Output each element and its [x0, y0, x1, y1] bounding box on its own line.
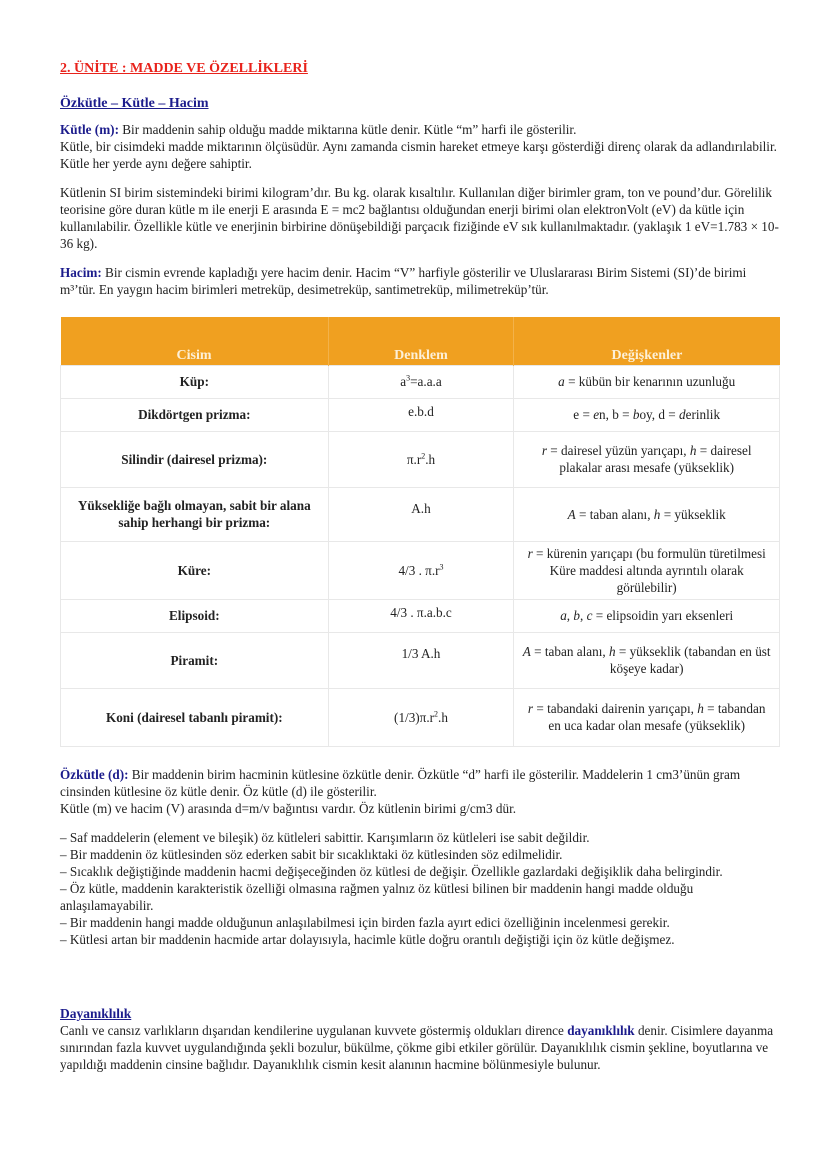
equation-exponent: 2	[421, 451, 426, 461]
mass-term: Kütle (m):	[60, 122, 119, 137]
shape-cell: Koni (dairesel tabanlı piramit):	[61, 688, 329, 746]
shape-cell: Piramit:	[61, 632, 329, 688]
equation-exponent: 2	[434, 709, 439, 719]
shape-cell: Yüksekliğe bağlı olmayan, sabit bir alana sahip herhangi bir prizma:	[61, 487, 329, 541]
bullet-item: – Bir maddenin hangi madde olduğunun anlaşılabilmesi için birden fazla ayırt edici özelliğinin incelenmesi gerekir.	[60, 915, 670, 930]
table-row	[61, 688, 780, 746]
density-term: Özkütle (d):	[60, 767, 129, 782]
shape-cell: Küp:	[61, 365, 329, 398]
equation-cell: 1/3 A.h	[328, 632, 514, 688]
header-shape: Cisim	[61, 317, 329, 365]
volume-term: Hacim:	[60, 265, 102, 280]
variables-cell: r = kürenin yarıçapı (bu formulün türetilmesi Küre maddesi altında ayrıntılı olarak görülebilir)	[514, 541, 780, 599]
durability-paragraph	[60, 1022, 780, 1073]
shape-cell: Küre:	[61, 541, 329, 599]
shape-cell: Elipsoid:	[61, 599, 329, 632]
equation-cell: A.h	[328, 487, 514, 541]
bullet-item: – Bir maddenin öz kütlesinden söz ederken sabit bir sıcaklıktaki öz kütlesinden söz edilmelidir.	[60, 847, 563, 862]
equation-cell: 4/3 . π.a.b.c	[328, 599, 514, 632]
durability-text-before: Canlı ve cansız varlıkların dışarıdan kendilerine uygulanan kuvvete göstermiş oldukları dirence	[60, 1023, 568, 1038]
si-units-paragraph: Kütlenin SI birim sistemindeki birimi kilogram’dır. Bu kg. olarak kısaltılır. Kullanılan diğer birimler gram, ton ve pound’dur. Görelilik teorisine göre duran kütle m ile enerji E arasında E = mc2 bağlantısı olduğundan enerji birimi olan elektronVolt (eV) da kütle için kullanılabilir. Özellikle kütle ve enerjinin birbirine dönüşebildiği parçacık fiziğinde eV sık kullanılmaktadır. (yaklaşık 1 eV=1.783 × 10-36 kg).	[60, 185, 779, 251]
table-row	[61, 599, 780, 632]
equation-base: π.r	[406, 451, 422, 467]
table-row	[61, 541, 780, 599]
equation-rest: =a.a.a	[410, 374, 442, 389]
density-text-2: Kütle (m) ve hacim (V) arasında d=m/v bağıntısı vardır. Öz kütlenin birimi g/cm3 dür.	[60, 801, 517, 816]
mass-text-2: Kütle, bir cisimdeki madde miktarının ölçüsüdür. Aynı zamanda cismin hareket etmeye karşı gösterdiği direnç olarak da adlandırılabilir. Kütle her yerde aynı değere sahiptir.	[60, 139, 777, 171]
durability-term: dayanıklılık	[567, 1023, 635, 1038]
table-row	[61, 487, 780, 541]
header-variables: Değişkenler	[514, 317, 780, 365]
header-equation: Denklem	[328, 317, 514, 365]
table-row	[61, 632, 780, 688]
variables-cell: a, b, c = elipsoidin yarı eksenleri	[514, 599, 780, 632]
variables-cell: A = taban alanı, h = yükseklik	[514, 487, 780, 541]
density-text-1: Bir maddenin birim hacminin kütlesine özkütle denir. Özkütle “d” harfi ile gösterilir. Maddelerin 1 cm3’ünün gram cinsinden kütlesine öz kütle denir. Öz kütle (d) ile gösterilir.	[60, 767, 741, 799]
equation-cell	[328, 431, 514, 487]
table-row	[61, 431, 780, 487]
equation-cell	[328, 541, 514, 599]
variables-cell: r = dairesel yüzün yarıçapı, h = dairesel plakalar arası mesafe (yükseklik)	[514, 431, 780, 487]
volume-definition	[60, 264, 780, 298]
durability-text-after: denir. Cisimlere dayanma sınırından fazla kuvvet uygulandığında şekli bozulur, bükülme, çökme gibi etkiler görülür. Dayanıklılık cismin şekline, boyutlarına ve yapıldığı maddenin cinsine bağlıdır. Dayanıklılık cismin kesit alanının hacmine bölünmesiyle bulunur.	[60, 1023, 774, 1072]
equation-cell: e.b.d	[328, 398, 514, 431]
variables-cell: r = tabandaki dairenin yarıçapı, h = tabandan en uca kadar olan mesafe (yükseklik)	[514, 688, 780, 746]
mass-definition	[60, 121, 780, 172]
equation-base: (1/3)π.r	[394, 709, 435, 725]
equation-rest: .h	[438, 709, 448, 725]
table-row	[61, 365, 780, 398]
section-title-durability: Dayanıklılık	[60, 1006, 132, 1021]
section-title-density-mass-volume: Özkütle – Kütle – Hacim	[60, 96, 209, 111]
table-row	[61, 398, 780, 431]
bullet-item: – Kütlesi artan bir maddenin hacmide artar dolayısıyla, hacimle kütle doğru orantılı değiştiği için öz kütle değişmez.	[60, 932, 675, 947]
density-definition	[60, 766, 780, 817]
equation-base: 4/3 . π.r	[398, 562, 440, 578]
equation-exponent: 3	[406, 373, 411, 383]
bullet-item: – Sıcaklık değiştiğinde maddenin hacmi değişeceğinden öz kütlesi de değişir. Özellikle gazlardaki değişiklik daha belirgindir.	[60, 864, 723, 879]
volume-formulas-table	[60, 317, 780, 747]
shape-cell: Dikdörtgen prizma:	[61, 398, 329, 431]
equation-cell	[328, 688, 514, 746]
density-bullets	[60, 829, 780, 948]
bullet-item: – Saf maddelerin (element ve bileşik) öz kütleleri sabittir. Karışımların öz kütleleri ise sabit değildir.	[60, 830, 590, 845]
volume-text: Bir cismin evrende kapladığı yere hacim denir. Hacim “V” harfiyle gösterilir ve Uluslararası Birim Sistemi (SI)’de birimi m³’tür. En yaygın hacim birimleri metreküp, desimetreküp, santimetreküp, milimetreküp’tür.	[60, 265, 747, 297]
unit-title: 2. ÜNİTE : MADDE VE ÖZELLİKLERİ	[60, 61, 308, 76]
equation-base: a	[400, 374, 407, 389]
mass-text-1: Bir maddenin sahip olduğu madde miktarına kütle denir. Kütle “m” harfi ile gösterilir.	[118, 122, 577, 137]
shape-cell: Silindir (dairesel prizma):	[61, 431, 329, 487]
variables-cell: a = kübün bir kenarının uzunluğu	[514, 365, 780, 398]
equation-rest: .h	[425, 451, 436, 467]
equation-exponent: 3	[439, 562, 444, 572]
equation-cell	[328, 365, 514, 398]
variables-cell: e = en, b = boy, d = derinlik	[514, 398, 780, 431]
bullet-item: – Öz kütle, maddenin karakteristik özelliği olmasına rağmen yalnız öz kütlesi bilinen bir maddenin hangi madde olduğu anlaşılamayabilir.	[60, 881, 694, 913]
table-header-row	[61, 317, 780, 365]
variables-cell: A = taban alanı, h = yükseklik (tabandan en üst köşeye kadar)	[514, 632, 780, 688]
